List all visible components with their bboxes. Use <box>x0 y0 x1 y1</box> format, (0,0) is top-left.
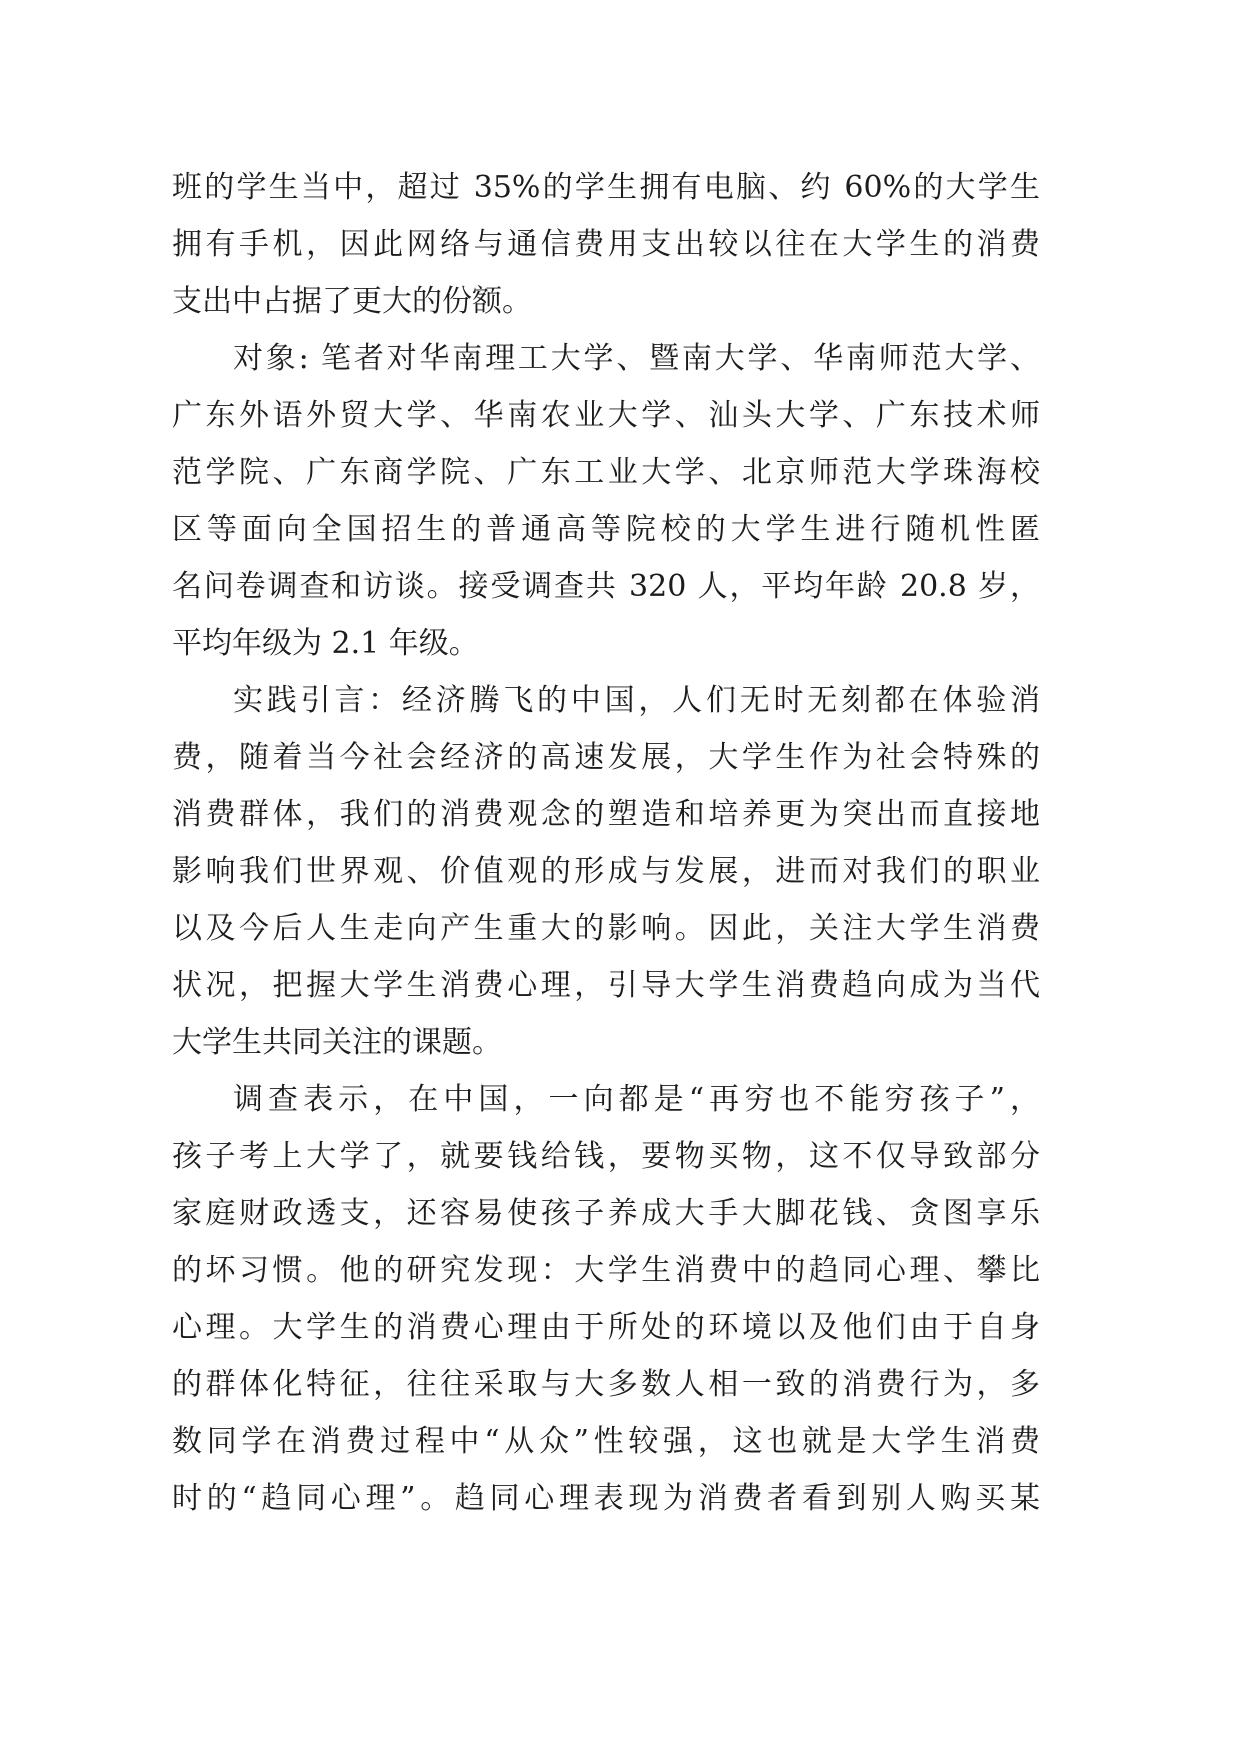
text-line: 影响我们世界观、价值观的形成与发展，进而对我们的职业 <box>172 854 1040 889</box>
document-page <box>172 159 1040 1527</box>
text-line: 消费群体，我们的消费观念的塑造和培养更为突出而直接地 <box>172 797 1040 832</box>
text-line: 实践引言：经济腾飞的中国，人们无时无刻都在体验消 <box>233 683 1040 718</box>
text-line: 孩子考上大学了，就要钱给钱，要物买物，这不仅导致部分 <box>172 1139 1040 1174</box>
text-line: 以及今后人生走向产生重大的影响。因此，关注大学生消费 <box>172 911 1040 946</box>
text-line: 对象: 笔者对华南理工大学、暨南大学、华南师范大学、 <box>233 341 1040 376</box>
text-line: 广东外语外贸大学、华南农业大学、汕头大学、广东技术师 <box>172 398 1040 433</box>
text-line: 大学生共同关注的课题。 <box>172 1025 502 1060</box>
paragraph <box>172 1071 1040 1527</box>
text-line: 调查表示，在中国，一向都是“再穷也不能穷孩子”， <box>233 1082 1040 1117</box>
text-line: 的群体化特征，往往采取与大多数人相一致的消费行为，多 <box>172 1367 1040 1402</box>
text-line: 的坏习惯。他的研究发现：大学生消费中的趋同心理、攀比 <box>172 1253 1040 1288</box>
text-line: 费，随着当今社会经济的高速发展，大学生作为社会特殊的 <box>172 740 1040 775</box>
text-line: 状况，把握大学生消费心理，引导大学生消费趋向成为当代 <box>172 968 1040 1003</box>
paragraph <box>172 330 1040 672</box>
text-line: 班的学生当中，超过 35%的学生拥有电脑、约 60%的大学生 <box>172 170 1040 205</box>
text-line: 家庭财政透支，还容易使孩子养成大手大脚花钱、贪图享乐 <box>172 1196 1040 1231</box>
text-line: 支出中占据了更大的份额。 <box>172 284 532 319</box>
text-line: 范学院、广东商学院、广东工业大学、北京师范大学珠海校 <box>172 455 1040 490</box>
text-line: 平均年级为 2.1 年级。 <box>172 626 479 661</box>
text-line: 拥有手机，因此网络与通信费用支出较以往在大学生的消费 <box>172 227 1040 262</box>
paragraph <box>172 672 1040 1071</box>
paragraph <box>172 159 1040 330</box>
text-line: 数同学在消费过程中“从众”性较强，这也就是大学生消费 <box>172 1424 1040 1459</box>
text-line: 区等面向全国招生的普通高等院校的大学生进行随机性匿 <box>172 512 1040 547</box>
text-line: 时的“趋同心理”。趋同心理表现为消费者看到别人购买某 <box>172 1481 1040 1516</box>
text-line: 心理。大学生的消费心理由于所处的环境以及他们由于自身 <box>172 1310 1040 1345</box>
text-line: 名问卷调查和访谈。接受调查共 320 人，平均年龄 20.8 岁， <box>172 569 1040 604</box>
